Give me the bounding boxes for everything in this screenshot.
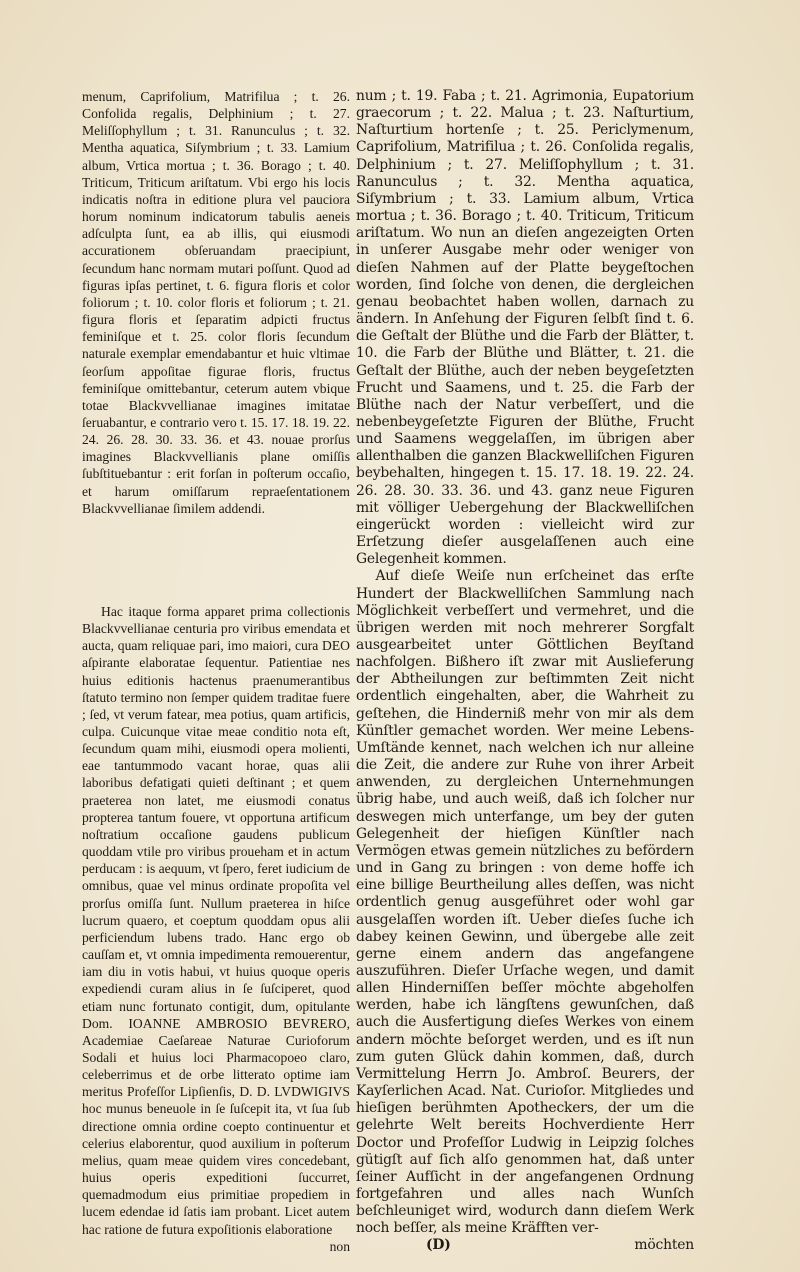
german-column [356,88,694,1255]
latin-paragraph-2: Hac itaque forma apparet prima collectionis Blackvvellianae centuria pro viribus emendata et aucta, quam reliquae pari, imo maiori, cura DEO aſpirante elaboratae ſequentur. Patientiae nes huius editionis hactenus praenumerantibus ſtatuto termino non ſemper quidem traditae fuere ; ſed, vt verum fatear, mea potius, quam artificis, culpa. Cuicunque vitae meae conditio nota eſt, ſecundum quam mihi, eiusmodi opera molienti, eae tantummodo vacant horae, quas alii laboribus defatigati quieti deſtinant ; et quem praeterea non latet, me eiusmodi conatus propterea tantum fouere, vt opportuna artificum noſtratium occaſione gaudens publicum quoddam vtile pro viribus proueham et in actum perducam : is aequum, vt ſpero, feret iudicium de omnibus, quae vel minus ordinate propoſita vel prorſus omiſſa ſunt. Nullum praeterea in hiſce lucrum quaero, et coeptum quoddam opus alii perficiendum lubens trado. Hanc ergo ob cauſſam et, vt omnia impedimenta remouerentur, iam diu in votis habui, vt huius quoque operis expediendi curam alius in ſe ſuſciperet, quod etiam nunc fortunato contigit, dum, opitulante Dom. IOANNE AMBROSIO BEVRERO, Academiae Caeſareae Naturae Curioforum Sodali et huius loci Pharmacopoeo claro, celeberrimus et de orbe litterato optime iam meritus Profeſſor Lipſienſis, D. D. LVDWIGIVS hoc munus beneuole in ſe ſuſcepit ita, vt ſua ſub directione omnia ordine coepto continuentur et celerius elaborentur, quod auxilium in poſterum melius, quam meae quidem vires concedebant, huius operis expeditioni ſuccurret, quemadmodum eius primitiae propediem in lucem edendae id ſatis iam probant. Licet autem hac ratione de futura expoſitionis elaboratione [82,603,351,1237]
german-paragraph-2: Auf dieſe Weiſe nun erſcheinet das erſte Hundert der Blackwelliſchen Sammlung nach Möglichkeit verbeſſert und vermehret, und die übrigen werden mit noch mehrerer Sorgfalt ausgearbeitet unter Göttlichen Beyſtand nachfolgen. Bißhero iſt zwar mit Auslieferung der Abtheilungen zur beſtimmten Zeit nicht ordentlich eingehalten, aber, die Wahrheit zu geſtehen, die Hinderniß mehr von mir als dem Künſtler gemachet worden. Wer meine Lebens-Umſtände kennet, nach welchen ich nur alleine die Zeit, die andere zur Ruhe von ihrer Arbeit anwenden, zu dergleichen Unternehmungen übrig habe, und auch weiß, daß ich ſolcher nur deswegen mich unterfange, um bey der guten Gelegenheit der hieſigen Künſtler nach Vermögen etwas gemein nützliches zu befördern und in Gang zu bringen : von deme hoffe ich eine billige Beurtheilung alles deſſen, was nicht ordentlich genug ausgeführet oder wohl gar ausgelaſſen worden iſt. Ueber dieſes ſuche ich dabey keinen Gewinn, und übergebe alle zeit gerne einem andern das angefangene auszuführen. Dieſer Urſache wegen, und damit allen Hinderniſſen beſſer möchte abgeholfen werden, habe ich längſtens gewunſchen, daß auch die Ausfertigung dieſes Werkes von einem andern möchte beſorget werden, und es iſt nun zum guten Glück dahin kommen, daß, durch Vermittelung Herrn Jo. Ambroſ. Beurers, der Kayſerlichen Acad. Nat. Curioſor. Mitgliedes und hieſigen berühmten Apotheckers, der um die gelehrte Welt bereits Hochverdiente Herr Doctor und Profeſſor Ludwig in Leipzig ſolches gütigſt auf ſich alſo genommen hat, daß unter ſeiner Aufſicht in der angefangenen Ordnung fortgefahren und alles nach Wunſch beſchleuniget wird, wodurch dann dieſem Werk noch beſſer, als meine Kräfften ver- [356,568,694,1237]
german-catchword: möchten [634,1237,694,1254]
latin-column [82,88,350,1255]
german-paragraph-1: num ; t. 19. Faba ; t. 21. Agrimonia, Eupatorium graecorum ; t. 22. Malua ; t. 23. Naſturtium, Naſturtium hortenſe ; t. 25. Periclymenum, Caprifolium, Matrifilua ; t. 26. Conſolida regalis, Delphinium ; t. 27. Meliſſophyllum ; t. 31. Ranunculus ; t. 32. Mentha aquatica, Siſymbrium ; t. 33. Lamium album, Vrtica mortua ; t. 36. Borago ; t. 40. Triticum, Triticum ariſtatum. Wo nun an dieſen angezeigten Orten in unſerer Ausgabe mehr oder weniger von dieſen Nahmen auf der Platte beygeſtochen worden, ſind ſolche von denen, die dergleichen genau beobachtet haben wollen, darnach zu ändern. In Anſehung der Figuren ſelbſt ſind t. 6. die Geſtalt der Blüthe und die Farb der Blätter, t. 10. die Farb der Blüthe und Blätter, t. 21. die Geſtalt der Blüthe, auch der neben beygeſetzten Frucht und Saamens, und t. 25. die Farb der Blüthe nach der Natur verbeſſert, und die nebenbeygeſetzte Figuren der Blüthe, Frucht und Saamens weggelaſſen, im übrigen aber allenthalben die ganzen Blackwelliſchen Figuren beybehalten, hingegen t. 15. 17. 18. 19. 22. 24. 26. 28. 30. 33. 36. und 43. ganz neue Figuren mit völliger Uebergehung der Blackwelliſchen eingerückt worden : vielleicht wird zur Erſetzung dieſer ausgelaſſenen auch eine Gelegenheit kommen. [356,88,694,568]
latin-catchword: non [329,1238,350,1254]
latin-paragraph-1: menum, Caprifolium, Matrifilua ; t. 26. Confolida regalis, Delphinium ; t. 27. Meliſſophyllum ; t. 31. Ranunculus ; t. 32. Mentha aquatica, Siſymbrium ; t. 33. Lamium album, Vrtica mortua ; t. 36. Borago ; t. 40. Triticum, Triticum ariſtatum. Vbi ergo his locis indicatis noſtra in editione plura vel pauciora horum nominum indicatorum tabulis aeneis adſculpta ſunt, ea ab illis, qui eiusmodi accurationem obſeruandam praecipiunt, ſecundum hanc normam mutari poſſunt. Quod ad figuras ipſas pertinet, t. 6. figura floris et color foliorum ; t. 10. color floris et foliorum ; t. 21. figura floris et ſeparatim adpicti fructus feminiſque et t. 25. color floris ſecundum naturale exemplar emendabantur et huic vltimae ſeorſum appoſitae figurae floris, fructus feminiſque omittebantur, ceterum autem vbique totae Blackvvellianae imagines imitatae ſeruabantur, e contrario vero t. 15. 17. 18. 19. 22. 24. 26. 28. 30. 33. 36. et 43. nouae prorſus imagines Blackvvellianis plane omiſſis ſubſtituebantur : erit forſan in poſterum occaſio, et harum omiſſarum repraeſentationem Blackvvellianae ſimilem addendi. [82,89,350,516]
signature-mark: (D) [426,1237,451,1254]
page-footer-row [356,1237,694,1254]
